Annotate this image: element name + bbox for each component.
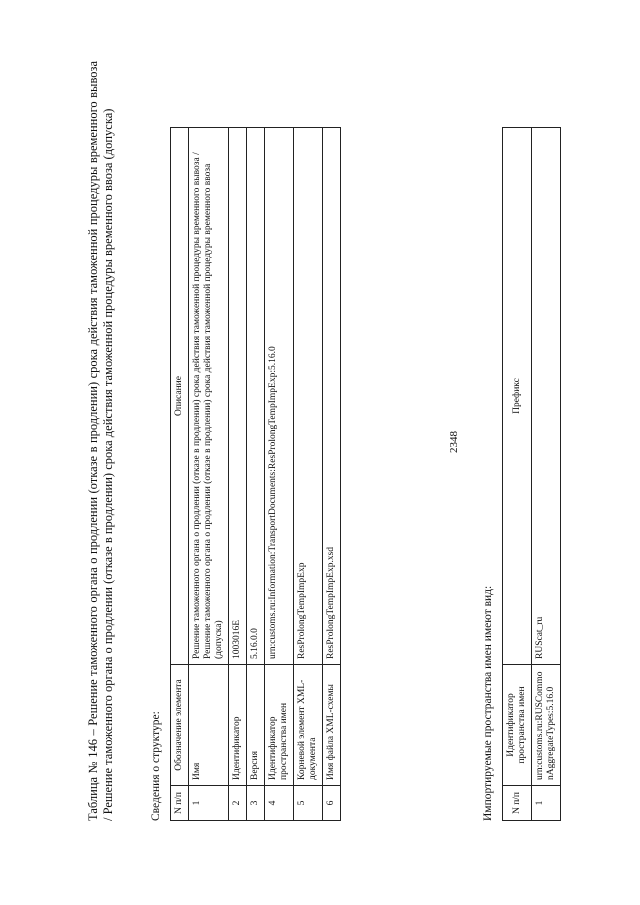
row-element: Имя	[189, 665, 229, 786]
row-number: 2	[229, 786, 247, 821]
row-number: 5	[294, 786, 323, 821]
header-number: N п/п	[503, 786, 532, 821]
header-number: N п/п	[171, 786, 189, 821]
structure-table	[170, 127, 341, 821]
table-row	[265, 128, 294, 821]
table-row	[294, 128, 323, 821]
table-header-row	[171, 128, 189, 821]
table-row	[323, 128, 341, 821]
row-element: Идентификатор	[229, 665, 247, 786]
row-description: 5.16.0.0	[247, 128, 265, 665]
row-description: 1003016E	[229, 128, 247, 665]
header-namespace: Идентификатор пространства имен	[503, 665, 532, 786]
header-prefix: Префикс	[503, 128, 532, 665]
table-header-row	[503, 128, 532, 821]
row-prefix: RUScat_ru	[532, 128, 561, 665]
row-number: 3	[247, 786, 265, 821]
row-element: Корневой элемент XML-документа	[294, 665, 323, 786]
row-description: ResProlongTempImpExp	[294, 128, 323, 665]
row-number: 1	[532, 786, 561, 821]
row-namespace: urn:customs.ru:RUSCommonAggregateTypes:5.16.0	[532, 665, 561, 786]
row-element: Идентификатор пространства имен	[265, 665, 294, 786]
row-element: Версия	[247, 665, 265, 786]
row-number: 1	[189, 786, 229, 821]
namespaces-table	[502, 127, 561, 821]
table-row	[532, 128, 561, 821]
row-description: urn:customs.ru:Information:TransportDocuments:ResProlongTempImpExp:5.16.0	[265, 128, 294, 665]
namespaces-intro: Импортируемые пространства имен имеют вид:	[482, 585, 494, 821]
table-row	[247, 128, 265, 821]
header-element: Обозначение элемента	[171, 665, 189, 786]
row-element: Имя файла XML-схемы	[323, 665, 341, 786]
table-row	[189, 128, 229, 821]
header-description: Описание	[171, 128, 189, 665]
table-row	[229, 128, 247, 821]
row-number: 6	[323, 786, 341, 821]
structure-intro: Сведения о структуре:	[150, 711, 162, 821]
row-description: ResProlongTempImpExp.xsd	[323, 128, 341, 665]
table-title: Таблица № 146 – Решение таможенного органа о продлении (отказе в продлении) срока действия таможенной процедуры временного вывоза / Решение таможенного органа о продлении (отказе в продлении) срока действия таможенной процедуры временного ввоза (допуска)	[86, 61, 115, 821]
page-number: 2348	[448, 431, 460, 453]
row-number: 4	[265, 786, 294, 821]
row-description: Решение таможенного органа о продлении (отказе в продлении) срока действия таможенной процедуры временного вывоза / Решение таможенного органа о продлении (отказе в продлении) срока действия таможенной процедуры временного ввоза (допуска)	[189, 128, 229, 665]
